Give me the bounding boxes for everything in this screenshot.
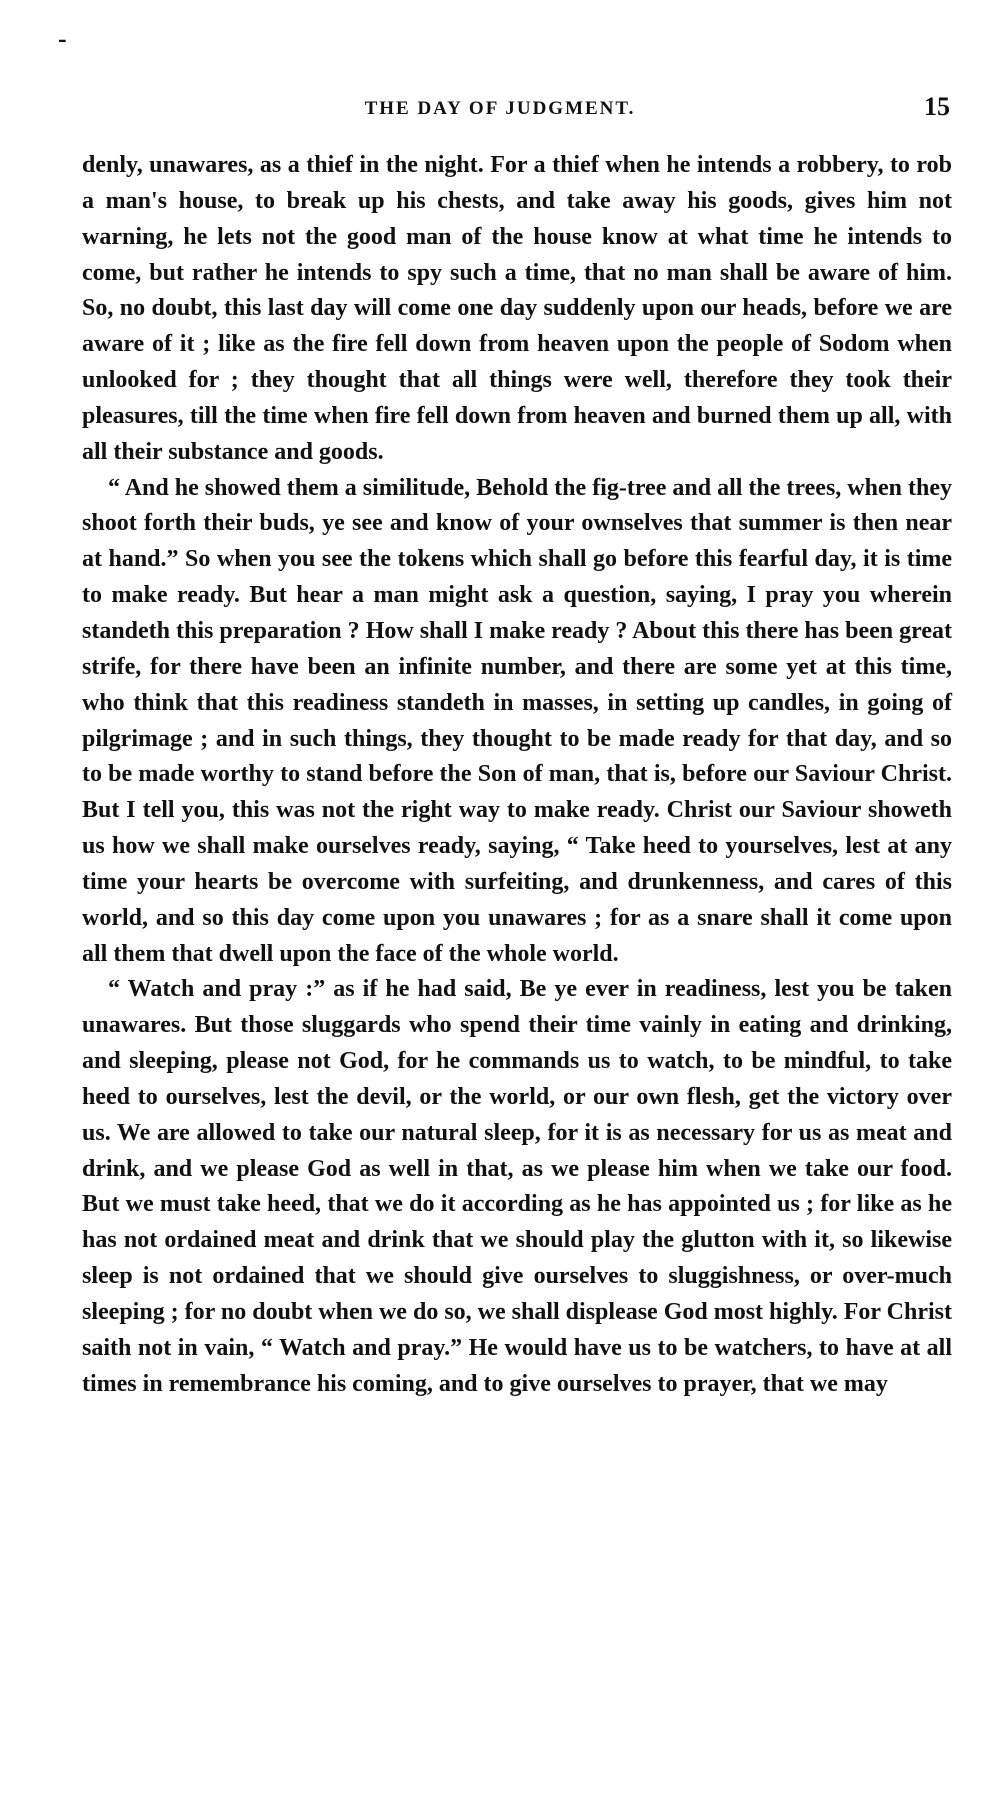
- running-title: THE DAY OF JUDGMENT.: [364, 98, 636, 119]
- page-number: 15: [924, 92, 950, 121]
- paragraph-3: “ Watch and pray :” as if he had said, Be ye ever in readiness, lest you be taken unawares. But those sluggards who spend their time vainly in eating and drinking, and sleeping, please not God, for he commands us to watch, to be mindful, to take heed to ourselves, lest the devil, or the world, or our own flesh, get the victory over us. We are allowed to take our natural sleep, for it is as necessary for us as meat and drink, and we please God as well in that, as we please him when we take our food. But we must take heed, that we do it according as he has appointed us ; for like as he has not ordained meat and drink that we should play the glutton with it, so likewise sleep is not ordained that we should give ourselves to sluggishness, or over-much sleeping ; for no doubt when we do so, we shall displease God most highly. For Christ saith not in vain, “ Watch and pray.” He would have us to be watchers, to have at all times in remembrance his coming, and to give ourselves to prayer, that we may: [82, 976, 952, 1397]
- paragraph-2: “ And he showed them a similitude, Behold the fig-tree and all the trees, when they shoot forth their buds, ye see and know of your ownselves that summer is then near at hand.” So when you see the tokens which shall go before this fearful day, it is time to make ready. But hear a man might ask a question, saying, I pray you wherein standeth this preparation ? How shall I make ready ? About this there has been great strife, for there have been an infinite number, and there are some yet at this time, who think that this readiness standeth in masses, in setting up candles, in going of pilgrimage ; and in such things, they thought to be made ready for that day, and so to be made worthy to stand before the Son of man, that is, before our Saviour Christ. But I tell you, this was not the right way to make ready. Christ our Saviour showeth us how we shall make ourselves ready, saying, “ Take heed to yourselves, lest at any time your hearts be overcome with surfeiting, and drunkenness, and cares of this world, and so this day come upon you unawares ; for as a snare shall it come upon all them that dwell upon the face of the whole world.: [82, 474, 952, 967]
- body-text: [82, 148, 952, 1403]
- paragraph-1: denly, unawares, as a thief in the night. For a thief when he intends a robbery, to rob a man's house, to break up his chests, and take away his goods, gives him not warning, he lets not the good man of the house know at what time he intends to come, but rather he intends to spy such a time, that no man shall be aware of him. So, no doubt, this last day will come one day suddenly upon our heads, before we are aware of it ; like as the fire fell down from heaven upon the people of Sodom when unlooked for ; they thought that all things were well, therefore they took their pleasures, till the time when fire fell down from heaven and burned them up all, with all their substance and goods.: [82, 152, 952, 465]
- running-head: [0, 92, 1000, 138]
- margin-mark: -: [58, 24, 67, 53]
